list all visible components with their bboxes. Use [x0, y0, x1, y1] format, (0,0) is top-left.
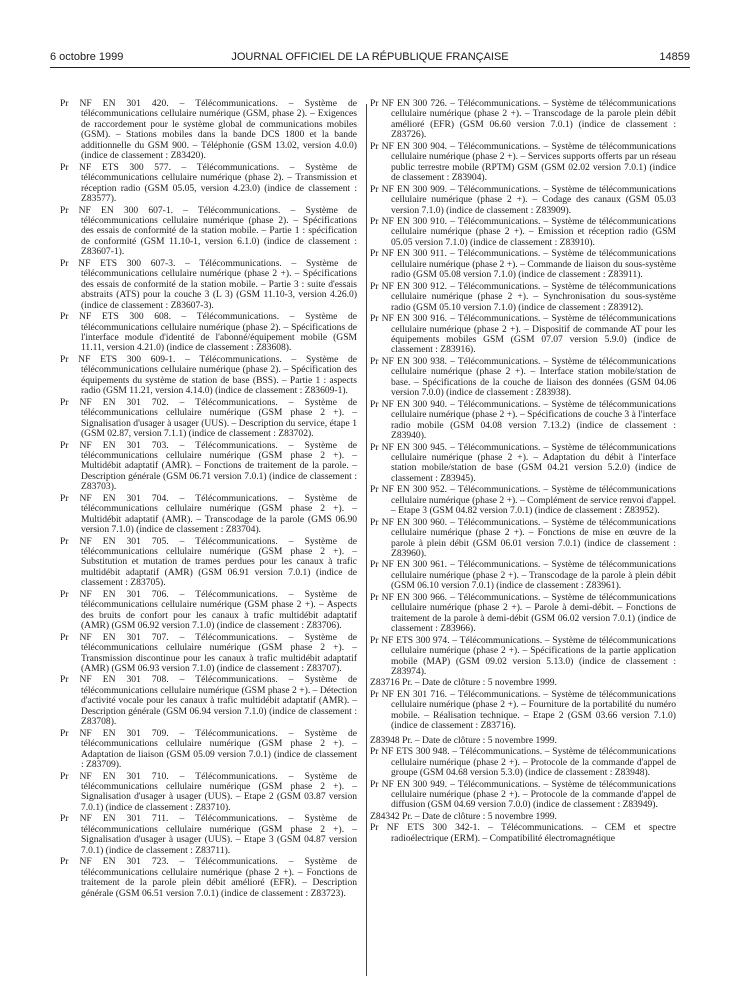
- standard-entry: Pr NF EN 300 940. – Télécommunications. – Système de télécommunications cellulaire numérique (phase 2 +). – Spécifications de couche 3 à l'interface radio mobile (GSM 04.08 version 7.13.2) (indice de classement : Z83940).: [370, 398, 676, 442]
- standard-entry: Pr NF EN 301 420. – Télécommunications. – Système de télécommunications cellulaire numérique (GSM, phase 2). – Exigences de raccordement pour le système global de communications mobiles (GSM). – Stations mobiles dans la bande DCS 1800 et la bande additionnelle du GSM 900. – Téléphonie (GSM 13.02, version 4.0.0) (indice de classement : Z83420).: [60, 98, 357, 162]
- standard-entry: Pr NF EN 300 961. – Télécommunications. – Système de télécommunications cellulaire numérique (phase 2 +). – Transcodage de la parole à plein débit (GSM 06.10 version 7.0.1) (indice de classement : Z83961).: [370, 559, 676, 592]
- standard-entry: Pr NF EN 301 710. – Télécommunications. – Système de télécommunications cellulaire numérique (GSM phase 2 +). – Signalisation d'usager à usager (UUS). – Etape 2 (GSM 03.87 version 7.0.1) (indice de classement : Z83710).: [60, 770, 357, 813]
- standard-entry: Pr NF ETS 300 577. – Télécommunications. – Système de télécommunications cellulaire numérique (phase 2). – Transmission et réception radio (GSM 05.05, version 4.23.0) (indice de classement : Z83577).: [60, 161, 357, 205]
- standard-entry: Pr NF EN 300 911. – Télécommunications. – Système de télécommunications cellulaire numérique (phase 2 +). – Commande de liaison du sous-système radio (GSM 05.08 version 7.1.0) (indice de classement : Z83911).: [370, 248, 676, 281]
- journal-title: JOURNAL OFFICIEL DE LA RÉPUBLIQUE FRANÇAISE: [231, 51, 509, 63]
- standard-entry: Pr NF EN 301 706. – Télécommunications. – Système de télécommunications cellulaire numérique (GSM phase 2 +). – Aspects des bruits de confort pour les canaux à trafic multidébit adaptatif (AMR) (GSM 06.92 version 7.1.0) (indice de classement : Z83706).: [60, 588, 357, 632]
- page-number: 14859: [659, 51, 690, 63]
- header-rule: [50, 67, 690, 68]
- standard-entry: Pr NF EN 300 607-1. – Télécommunications. – Système de télécommunications cellulaire numérique (phase 2). – Spécifications des essais de conformité de la station mobile. – Partie 1 : spécification de conformité (GSM 11.10-1, version 6.1.0) (indice de classement : Z83607-1).: [60, 204, 357, 258]
- standard-entry: Z83948 Pr. – Date de clôture : 5 novembre 1999.: [370, 734, 557, 746]
- standard-entry: Z84342 Pr. – Date de clôture : 5 novembre 1999.: [370, 810, 557, 822]
- standard-entry: Pr NF EN 300 938. – Télécommunications. – Système de télécommunications cellulaire numérique (phase 2 +). – Interface station mobile/station de base. – Spécifications de la couche de liaison des données (GSM 04.06 version 7.0.0) (indice de classement : Z83938).: [370, 355, 676, 399]
- page-header: [50, 51, 690, 67]
- standard-entry: Pr NF EN 301 705. – Télécommunications. – Système de télécommunications cellulaire numérique (GSM phase 2 +). – Substitution et mutation de trames perdues pour les canaux à trafic multidébit adaptatif (AMR) (GSM 06.91 version 7.0.1) (indice de classement : Z83705).: [60, 535, 357, 589]
- standard-entry: Pr NF ETS 300 608. – Télécommunications. – Système de télécommunications cellulaire numérique (phase 2). – Spécifications de l'interface module d'identité de l'abonné/équipement mobile (GSM 11.11, version 4.21.0) (indice de classement : Z83608).: [60, 311, 357, 354]
- standard-entry: Pr NF EN 301 704. – Télécommunications. – Système de télécommunications cellulaire numérique (GSM phase 2 +). – Multidébit adaptatif (AMR). – Transcodage de la parole (GMS 06.90 version 7.1.0) (indice de classement : Z83704).: [60, 492, 357, 536]
- standard-entry: Pr NF EN 301 709. – Télécommunications. – Système de télécommunications cellulaire numérique (GSM phase 2 +). – Adaptation de liaison (GSM 05.09 version 7.0.1) (indice de classement : Z83709).: [60, 727, 357, 771]
- standard-entry: Pr NF EN 300 949. – Télécommunications. – Système de télécommunications cellulaire numérique (phase 2 +). – Protocole de la commande d'appel de diffusion (GSM 04.69 version 7.0.0) (indice de classement : Z83949).: [370, 778, 676, 811]
- standard-entry: Pr NF EN 301 702. – Télécommunications. – Système de télécommunications cellulaire numérique (GSM phase 2 +). – Signalisation d'usager à usager (UUS). – Description du service, étape 1 (GSM 02.87, version 7.1.1) (indice de classement : Z83702).: [60, 396, 357, 440]
- standard-entry: Pr NF EN 300 912. – Télécommunications. – Système de télécommunications cellulaire numérique (phase 2 +). – Synchronisation du sous-système radio (GSM 05.10 version 7.1.0) (indice de classement : Z83912).: [370, 280, 676, 313]
- left-column: [60, 99, 357, 900]
- right-column: [370, 99, 676, 845]
- column-divider: [366, 104, 367, 976]
- standard-entry: Pr NF ETS 300 948. – Télécommunications. – Système de télécommunications cellulaire numérique (phase 2 +). – Protocole de la commande d'appel de groupe (GSM 04.68 version 5.3.0) (indice de classement : Z83948).: [370, 746, 676, 779]
- standard-entry: Z83716 Pr. – Date de clôture : 5 novembre 1999.: [370, 677, 557, 689]
- standard-entry: Pr NF ETS 300 607-3. – Télécommunications. – Système de télécommunications cellulaire numérique (phase 2 +). – Spécifications des essais de conformité de la station mobile. – Partie 3 : suite d'essais abstraits (ATS) pour la couche 3 (L 3) (GSM 11.10-3, version 4.26.0) (indice de classement : Z83607-3).: [60, 257, 357, 311]
- standard-entry: Pr NF ETS 300 974. – Télécommunications. – Système de télécommunications cellulaire numérique (phase 2 +). – Spécifications de la partie application mobile (MAP) (GSM 09.02 version 5.13.0) (indice de classement : Z83974).: [370, 634, 676, 678]
- standard-entry: Pr NF EN 300 966. – Télécommunications. – Système de télécommunications cellulaire numérique (phase 2 +). – Parole à demi-débit. – Fonctions de traitement de la parole à demi-débit (GSM 06.02 version 7.0.1) (indice de classement : Z83966).: [370, 591, 676, 635]
- standard-entry: Pr NF EN 300 904. – Télécommunications. – Système de télécommunications cellulaire numérique (phase 2 +). – Services supports offerts par un réseau public terrestre mobile (RPTM) GSM (GSM 02.02 version 7.0.1) (indice de classement : Z83904).: [370, 140, 676, 184]
- standard-entry: Pr NF EN 301 707. – Télécommunications. – Système de télécommunications cellulaire numérique (GSM phase 2 +). – Transmission discontinue pour les canaux à trafic multidébit adaptatif (AMR) (GSM 06.93 version 7.1.0) (indice de classement : Z83707).: [60, 631, 357, 675]
- standard-entry: Pr NF ETS 300 342-1. – Télécommunications. – CEM et spectre radioélectrique (ERM). – Compatibilité électromagnétique: [370, 822, 676, 844]
- standard-entry: Pr NF ETS 300 609-1. – Télécommunications. – Système de télécommunications cellulaire numérique (phase 2). – Spécification des équipements du système de station de base (BSS). – Partie 1 : aspects radio (GSM 11.21, version 4.14.0) (indice de classement : Z83609-1).: [60, 353, 357, 397]
- standard-entry: Pr NF EN 301 723. – Télécommunications. – Système de télécommunications cellulaire numérique (phase 2 +). – Fonctions de traitement de la parole plein débit amélioré (EFR). – Description générale (GSM 06.51 version 7.0.1) (indice de classement : Z83723).: [60, 856, 357, 899]
- standard-entry: Pr NF EN 300 960. – Télécommunications. – Système de télécommunications cellulaire numérique (phase 2 +). – Fonctions de mise en œuvre de la parole à plein débit (GSM 06.01 version 7.0.1) (indice de classement : Z83960).: [370, 516, 676, 560]
- standard-entry: Pr NF EN 300 910. – Télécommunications. – Système de télécommunications cellulaire numérique (phase 2 +). – Emission et réception radio (GSM 05.05 version 7.1.0) (indice de classement : Z83910).: [370, 215, 676, 248]
- standard-entry: Pr NF EN 301 703. – Télécommunications. – Système de télécommunications cellulaire numérique (GSM phase 2 +). – Multidébit adaptatif (AMR). – Fonctions de traitement de la parole. – Description générale (GSM 06.71 version 7.0.1) (indice de classement : Z83703).: [60, 439, 357, 493]
- standard-entry: Pr NF EN 300 909. – Télécommunications. – Système de télécommunications cellulaire numérique (phase 2 +). – Codage des canaux (GSM 05.03 version 7.1.0) (indice de classement : Z83909).: [370, 183, 676, 216]
- standard-entry: Pr NF EN 300 952. – Télécommunications. – Système de télécommunications cellulaire numérique (phase 2 +). – Complément de service renvoi d'appel. – Etape 3 (GSM 04.82 version 7.0.1) (indice de classement : Z83952).: [370, 484, 676, 517]
- standard-entry: Pr NF EN 300 916. – Télécommunications. – Système de télécommunications cellulaire numérique (phase 2 +). – Dispositif de commande AT pour les équipements mobiles GSM (GSM 07.07 version 5.9.0) (indice de classement : Z83916).: [370, 313, 676, 356]
- standard-entry: Pr NF EN 301 711. – Télécommunications. – Système de télécommunications cellulaire numérique (GSM phase 2 +). – Signalisation d'usager à usager (UUS). – Etape 3 (GSM 04.87 version 7.0.1) (indice de classement : Z83711).: [60, 813, 357, 856]
- standard-entry: Pr NF EN 301 716. – Télécommunications. – Système de télécommunications cellulaire numérique (phase 2 +). – Fourniture de la portabilité du numéro mobile. – Réalisation technique. – Etape 2 (GSM 03.66 version 7.1.0) (indice de classement : Z83716).: [370, 688, 676, 732]
- standard-entry: Pr NF EN 300 945. – Télécommunications. – Système de télécommunications cellulaire numérique (phase 2 +). – Adaptation du débit à l'interface station mobile/station de base (GSM 04.21 version 5.2.0) (indice de classement : Z83945).: [370, 441, 676, 484]
- standard-entry: Pr NF EN 301 708. – Télécommunications. – Système de télécommunications cellulaire numérique (GSM phase 2 +). – Détection d'activité vocale pour les canaux à trafic multidébit adaptatif (AMR). – Description générale (GSM 06.94 version 7.1.0) (indice de classement : Z83708).: [60, 674, 357, 728]
- header-date: 6 octobre 1999: [50, 51, 124, 63]
- standard-entry: Pr NF EN 300 726. – Télécommunications. – Système de télécommunications cellulaire numérique (phase 2 +). – Transcodage de la parole plein débit amélioré (EFR) (GSM 06.60 version 7.0.1) (indice de classement : Z83726).: [370, 98, 676, 141]
